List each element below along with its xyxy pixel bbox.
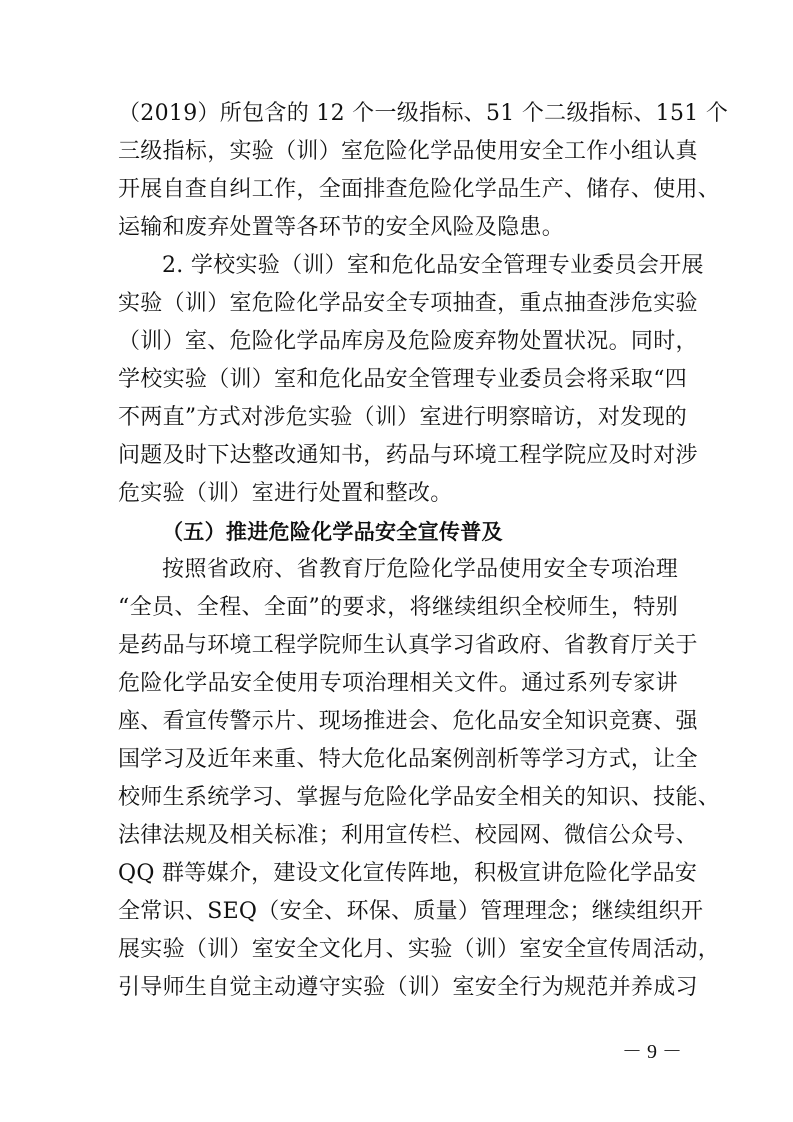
text-line: 危实验（训）室进行处置和整改。 [118,481,453,506]
text-line: 开展自查自纠工作，全面排查危险化学品生产、储存、使用、 [118,177,721,202]
document-body [118,95,729,1007]
text-line: （2019）所包含的 12 个一级指标、51 个二级指标、151 个 [118,101,729,126]
text-line: 引导师生自觉主动遵守实验（训）室安全行为规范并养成习 [118,975,698,1000]
text-line: 是药品与环境工程学院师生认真学习省政府、省教育厅关于 [118,633,698,658]
text-line: 运输和废弃处置等各环节的安全风险及隐患。 [118,215,565,240]
text-line: 实验（训）室危险化学品安全专项抽查，重点抽查涉危实验 [118,291,698,316]
text-line: 校师生系统学习、掌握与危险化学品安全相关的知识、技能、 [118,785,721,810]
text-line: “全员、全程、全面”的要求，将继续组织全校师生，特别 [118,595,678,620]
text-line: QQ 群等媒介，建设文化宣传阵地，积极宣讲危险化学品安 [118,861,698,886]
text-line: 问题及时下达整改通知书，药品与环境工程学院应及时对涉 [118,443,698,468]
text-line: 国学习及近年来重、特大危化品案例剖析等学习方式，让全 [118,747,698,772]
text-line: 危险化学品安全使用专项治理相关文件。通过系列专家讲 [118,671,678,696]
text-line: 三级指标，实验（训）室危险化学品使用安全工作小组认真 [118,139,698,164]
text-line: 按照省政府、省教育厅危险化学品使用安全专项治理 [162,557,678,582]
text-line: 座、看宣传警示片、现场推进会、危化品安全知识竞赛、强 [118,709,698,734]
page-number: － 9 － [622,1041,682,1063]
section-heading: （五）推进危险化学品安全宣传普及 [162,520,503,544]
text-line: 不两直”方式对涉危实验（训）室进行明察暗访，对发现的 [118,405,688,430]
text-line: 展实验（训）室安全文化月、实验（训）室安全宣传周活动， [118,937,721,962]
text-line: （训）室、危险化学品库房及危险废弃物处置状况。同时， [118,329,698,354]
text-line: 全常识、SEQ（安全、环保、质量）管理理念；继续组织开 [118,899,704,924]
text-line: 学校实验（训）室和危化品安全管理专业委员会将采取“四 [118,367,688,392]
text-line: 2. 学校实验（训）室和危化品安全管理专业委员会开展 [162,253,704,278]
text-line: 法律法规及相关标准；利用宣传栏、校园网、微信公众号、 [118,823,698,848]
